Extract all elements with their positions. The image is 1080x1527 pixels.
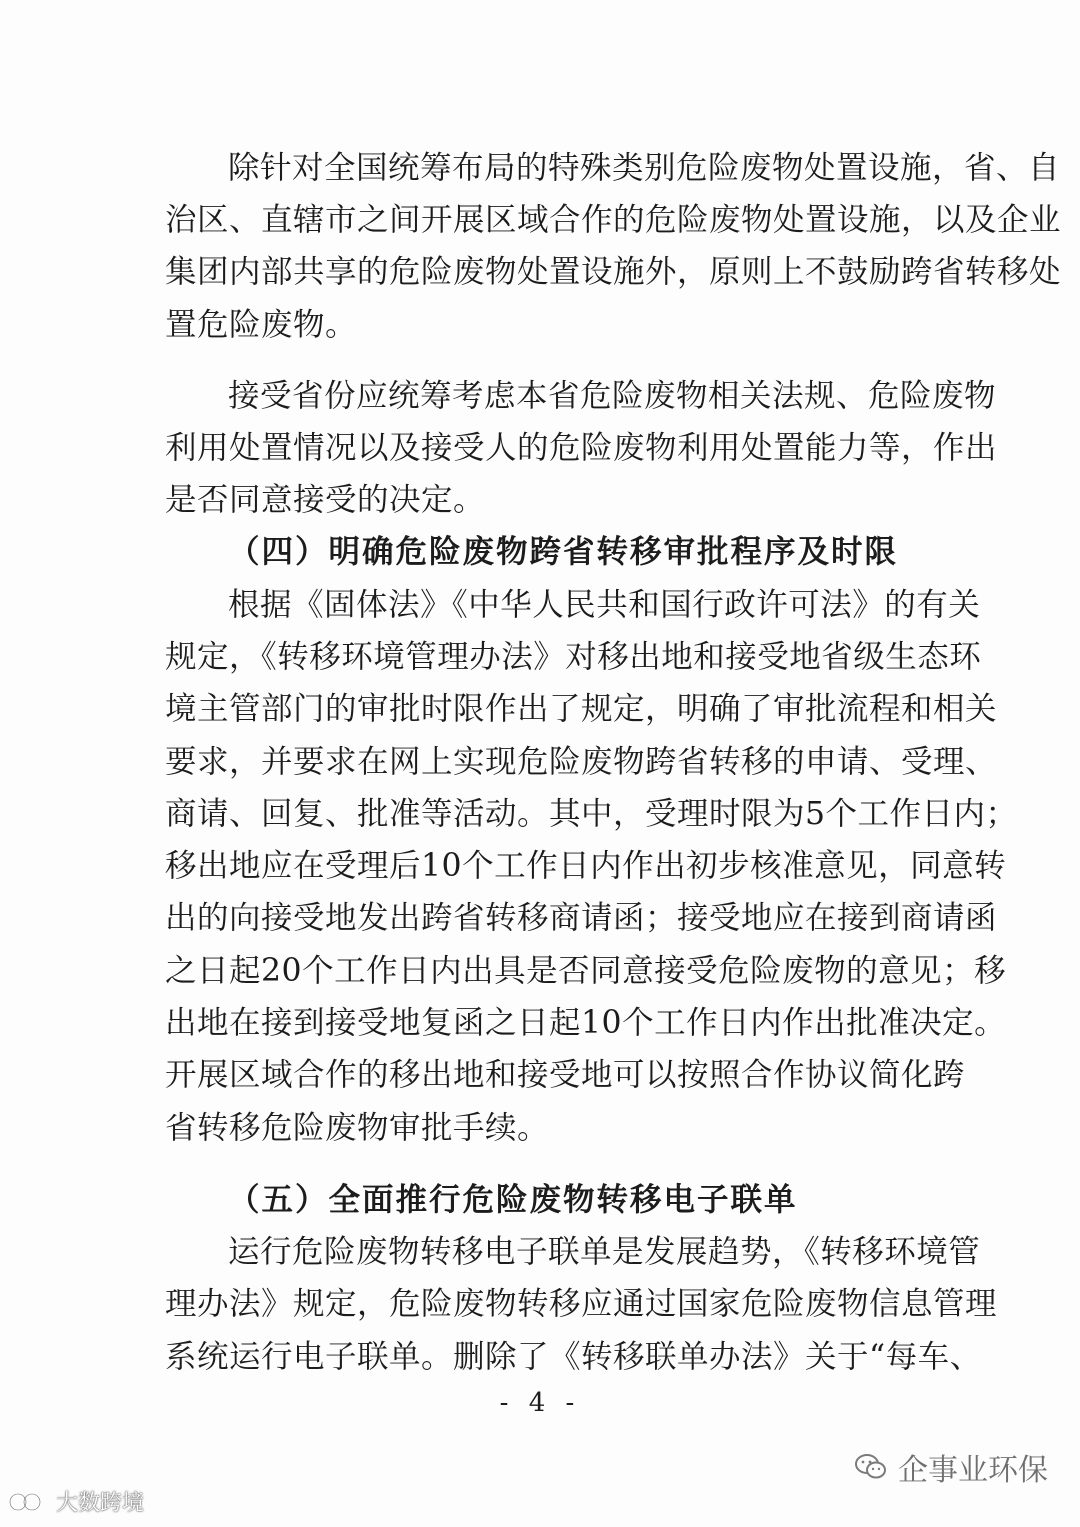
- text-line: 商请、回复、批准等活动。其中，受理时限为5个工作日内；: [165, 796, 1018, 832]
- watermark-right-text: 企事业环保: [898, 1453, 1048, 1488]
- page-number: - 4 -: [499, 1388, 581, 1418]
- watermark-left: [8, 1486, 144, 1517]
- text-line: 运行危险废物转移电子联单是发展趋势，《转移环境管: [228, 1234, 981, 1270]
- watermark-right: [854, 1445, 1048, 1489]
- watermark-left-text: 大数跨境: [56, 1491, 145, 1516]
- text-line: 理办法》规定，危险废物转移应通过国家危险废物信息管理: [165, 1286, 998, 1322]
- text-line: 出的向接受地发出跨省转移商请函；接受地应在接到商请函: [165, 900, 998, 936]
- text-line: 治区、直辖市之间开展区域合作的危险废物处置设施，以及企业: [165, 202, 1062, 238]
- text-line: 之日起20个工作日内出具是否同意接受危险废物的意见；移: [165, 953, 1007, 989]
- section-heading: （四）明确危险废物跨省转移审批程序及时限: [228, 533, 899, 570]
- text-line: 开展区域合作的移出地和接受地可以按照合作协议简化跨: [165, 1057, 966, 1093]
- text-line: 除针对全国统筹布局的特殊类别危险废物处置设施，省、自: [228, 150, 1061, 186]
- text-line: 规定，《转移环境管理办法》对移出地和接受地省级生态环: [165, 639, 982, 675]
- dashu-logo-icon: [8, 1490, 52, 1514]
- text-line: 根据《固体法》《中华人民共和国行政许可法》的有关: [228, 587, 981, 623]
- text-line: 省转移危险废物审批手续。: [165, 1110, 550, 1146]
- text-line: 接受省份应统筹考虑本省危险废物相关法规、危险废物: [228, 378, 997, 414]
- wechat-icon: [854, 1452, 888, 1482]
- text-line: 出地在接到接受地复函之日起10个工作日内作出批准决定。: [165, 1005, 1007, 1041]
- text-line: 系统运行电子联单。删除了《转移联单办法》关于“每车、: [165, 1339, 982, 1375]
- section-heading: （五）全面推行危险废物转移电子联单: [228, 1181, 798, 1218]
- text-line: 集团内部共享的危险废物处置设施外，原则上不鼓励跨省转移处: [165, 254, 1062, 290]
- text-line: 境主管部门的审批时限作出了规定，明确了审批流程和相关: [165, 691, 998, 727]
- text-line: 利用处置情况以及接受人的危险废物利用处置能力等，作出: [165, 430, 998, 466]
- text-line: 是否同意接受的决定。: [165, 482, 486, 518]
- text-line: 要求，并要求在网上实现危险废物跨省转移的申请、受理、: [165, 744, 998, 780]
- text-line: 移出地应在受理后10个工作日内作出初步核准意见，同意转: [165, 848, 1007, 884]
- text-line: 置危险废物。: [165, 307, 358, 343]
